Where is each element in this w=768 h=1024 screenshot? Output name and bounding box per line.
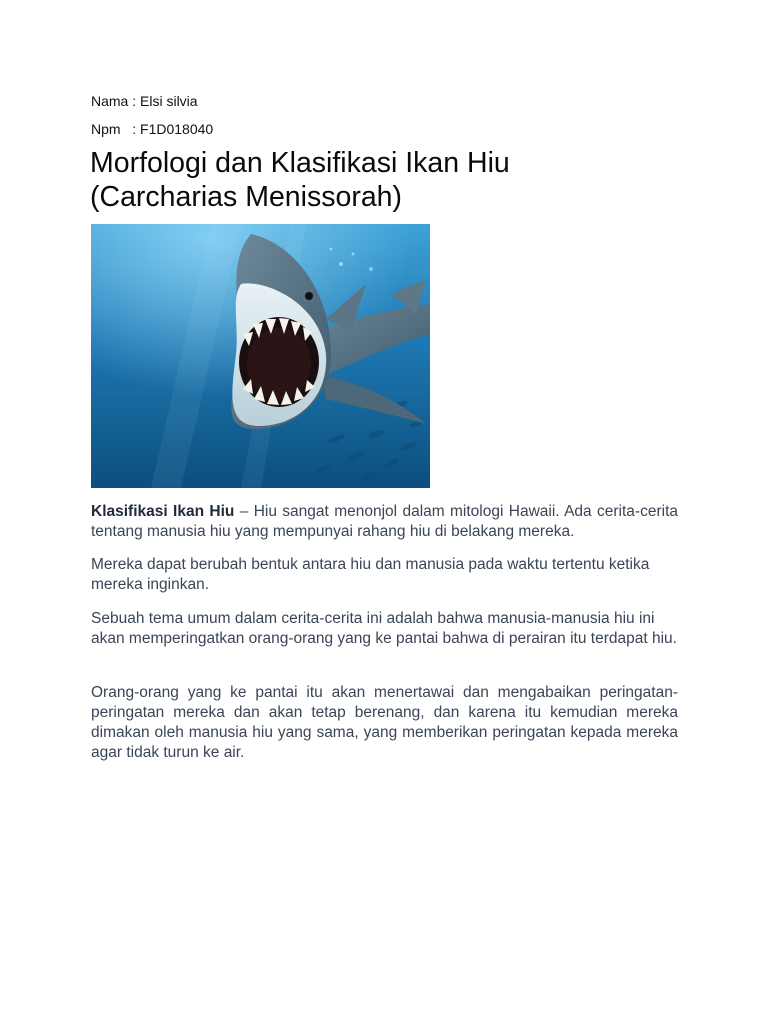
shark-illustration: [91, 224, 430, 488]
paragraph-2: Mereka dapat berubah bentuk antara hiu dan manusia pada waktu tertentu ketika mereka inginkan.: [91, 556, 650, 593]
paragraph-3: Sebuah tema umum dalam cerita-cerita ini adalah bahwa manusia-manusia hiu ini akan memperingatkan orang-orang yang ke pantai bahwa di perairan itu terdapat hiu.: [91, 610, 677, 647]
paragraph-1-text: – Hiu sangat menonjol dalam mitologi Hawaii. Ada cerita-cerita tentang manusia hiu yang mempunyai rahang hiu di belakang mereka.: [91, 503, 678, 540]
paragraph-lead-heading: Klasifikasi Ikan Hiu: [91, 503, 235, 520]
npm-value: : F1D018040: [132, 121, 214, 137]
student-name: Nama : Elsi silvia: [91, 93, 198, 109]
title-line-1: Morfologi dan Klasifikasi Ikan Hiu: [90, 147, 510, 179]
paragraph-classification: [91, 502, 678, 542]
paragraph-4: Orang-orang yang ke pantai itu akan menertawai dan mengabaikan peringatan-peringatan mereka dan akan tetap berenang, dan karena itu kemudian mereka dimakan oleh manusia hiu yang sama, yang memberikan peringatan kepada mereka agar tidak turun ke air.: [91, 684, 678, 761]
npm-label: Npm: [91, 121, 121, 137]
document-title: [90, 146, 690, 214]
student-id-line: [91, 121, 213, 137]
shark-photo: [91, 224, 430, 488]
title-line-2: (Carcharias Menissorah): [90, 181, 403, 213]
